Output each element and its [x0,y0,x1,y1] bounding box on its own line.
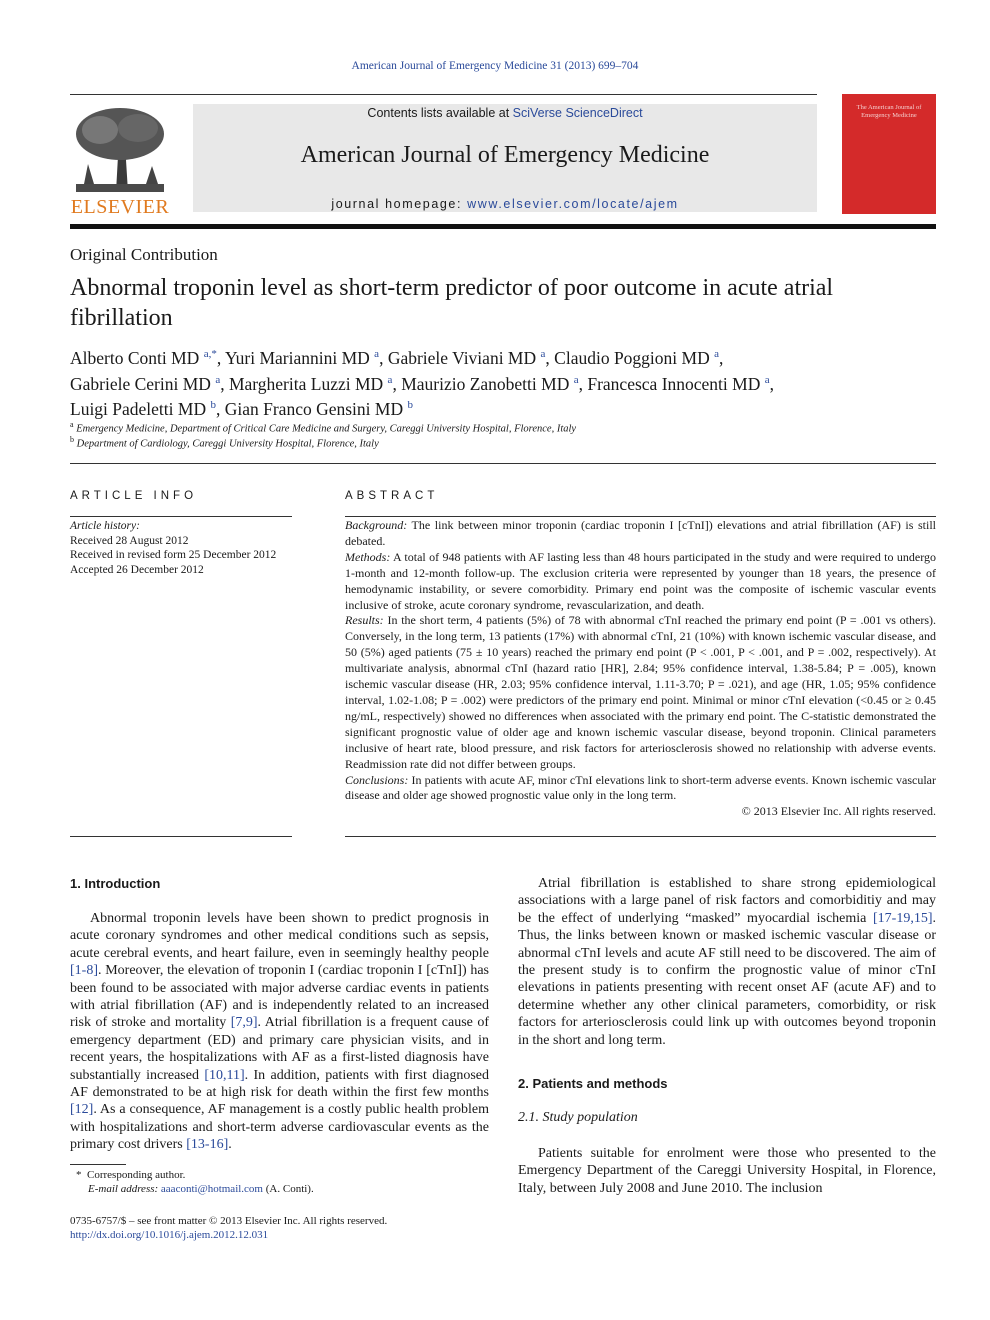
homepage-line [193,197,817,211]
author: Gian Franco Gensini MD $^b$ [224,399,413,420]
publisher-name: ELSEVIER [70,196,170,218]
abstract-bottom-rule [345,836,936,837]
masthead-divider [70,224,936,229]
article-title: Abnormal troponin level as short-term predictor of poor outcome in acute atrial fibrillation [70,275,834,331]
abstract-results: Results: In the short term, 4 patients (5%) of 78 with abnormal cTnI reached the primary end point (P = .001 vs others). Conversely, in the long term, 13 patients (17%) with abnormal cTnI, 21 (10%) with known ischemic vascular disease, and 50 (5%) aged patients (75 ± 10 years) reached the primary end point (P < .001, P < .001, and P = .002, respectively). At multivariate analysis, abnormal cTnI (hazard ratio [HR], 2.84; 95% confidence interval, 1.38-5.84; P = .005), known ischemic vascular disease (HR, 2.03; 95% confidence interval, 1.11-3.70; P = .021), and age (HR, 1.05; 95% confidence interval, 1.02-1.08; P = .002) were predictors of the primary end point. Minimal or minor cTnI elevation (<0.45 or ≥ 0.45 ng/mL, respectively) showed no differences when associated with the primary end point. The C-statistic demonstrated the significant prognostic value of older age and known ischemic vascular disease, beyond troponin. Clinical parameters inclusive of heart rate, blood pressure, and risk factors for arteriosclerosis showed no relationship with adverse events. Readmission rate did not differ between groups. [345,613,936,771]
introduction-heading: 1. Introduction [70,876,161,891]
reference-link[interactable]: [12] [70,1102,94,1118]
issn-line: 0735-6757/$ – see front matter © 2013 Elsevier Inc. All rights reserved. [70,1215,388,1227]
article-info-rule [70,516,292,517]
author: Yuri Mariannini MD $^a$, [224,347,388,368]
article-info-heading: ARTICLE INFO [70,490,198,502]
received-date: Received 28 August 2012 [70,534,189,547]
revised-date: Received in revised form 25 December 2012 [70,549,277,561]
author-list [70,343,930,420]
abstract-heading: ABSTRACT [345,490,439,502]
article-info-bottom-rule [70,836,292,837]
accepted-date: Accepted 26 December 2012 [70,563,204,576]
author: Claudio Poggioni MD $^a$, [554,347,724,368]
article-type: Original Contribution [70,245,218,264]
email-footnote: E-mail address: aaaconti@hotmail.com (A. Conti). [88,1183,314,1195]
abstract-body [345,518,936,820]
abstract-copyright: © 2013 Elsevier Inc. All rights reserved. [741,804,936,819]
corresponding-author-link[interactable]: * [211,348,217,360]
journal-title: American Journal of Emergency Medicine [300,142,710,168]
homepage-link[interactable]: www.elsevier.com/locate/ajem [467,197,679,211]
author: Luigi Padeletti MD $^b$, [70,399,225,420]
reference-link[interactable]: [17-19,15] [873,910,933,926]
email-link[interactable]: aaaconti@hotmail.com [160,1183,263,1195]
title-divider [70,463,936,464]
reference-link[interactable]: [13-16] [186,1137,229,1153]
introduction-text: Abnormal troponin levels have been shown to predict prognosis in acute coronary syndromes and other medical conditions such as sepsis, acute cerebral events, and heart failure, even in seemingly healthy people [1-8]. Moreover, the elevation of troponin I (cardiac troponin I [cTnI]) has been found to be associated with major adverse cardiac events in patients with atrial fibrillation (AF) and is independently related to an increased risk of stroke and mortality [7,9]. Atrial fibrillation is a frequent cause of emergency department (ED) and primary care physician visits, and in recent years, the hospitalizations with AF as a first-listed diagnosis have substantially increased [10,11]. In addition, patients with first diagnosed AF demonstrated to be at high risk for death within the first few months [12]. As a consequence, AF management is a costly public health problem with hospitalizations and short-term adverse cardiovascular events as the primary cost drivers [13-16]. [70,911,489,1153]
history-label: Article history: [70,520,140,532]
study-population-text: Patients suitable for enrolment were those who presented to the Emergency Department of the Careggi University Hospital, in Florence, Italy, between July 2008 and June 2010. The inclusion [518,1146,936,1196]
abstract-methods: Methods: A total of 948 patients with AF lasting less than 48 hours participated in the study and were required to undergo 1-month and 12-month follow-up. The exclusion criteria were represented by younger than 18 years, the presence of hemodynamic instability, or severe comorbidity. Primary end point was the composite of ischemic vascular events inclusive of stroke, acute coronary syndrome, revascularization, and death. [345,549,936,612]
methods-heading: 2. Patients and methods [518,1076,668,1091]
affiliation-b: $^b$ Department of Cardiology, Careggi University Hospital, Florence, Italy [70,435,379,450]
contents-line [193,106,817,120]
footnote-rule [70,1164,126,1165]
doi-link[interactable]: http://dx.doi.org/10.1016/j.ajem.2012.12.031 [70,1229,269,1241]
corresponding-footnote: * Corresponding author. [76,1169,186,1181]
abstract-conclusions: Conclusions: In patients with acute AF, minor cTnI elevations link to short-term adverse events. Known ischemic vascular disease and older age showed prognostic value only in the long term. [345,772,936,803]
author: Alberto Conti MD $^{a,*}$, [70,347,225,368]
header-rule [70,94,817,95]
journal-citation[interactable]: American Journal of Emergency Medicine 31 (2013) 699–704 [351,60,639,72]
study-population-heading: 2.1. Study population [518,1110,638,1125]
introduction-continued: Atrial fibrillation is established to share strong epidemiological associations with a large panel of risk factors and comorbiditiy and may be the effect of underlying “masked” myocardial ischemia [17-19,15]. Thus, the links between known or masked ischemic vascular disease or abnormal cTnI levels and acute AF still need to be discovered. The aim of the present study is to confirm the prognostic value of minor cTnI elevations in patients presenting with recent onset AF (acute AF) and to determine whether any other clinical parameters, comorbidity, or risk factors for arteriosclerosis could link up with outcomes beyond troponin in the short and long term. [518,876,936,1048]
contents-prefix: Contents lists available at [367,106,513,120]
abstract-background: Background: The link between minor troponin (cardiac troponin I [cTnI]) elevations and atrial fibrillation (AF) is still debated. [345,518,936,548]
article-history [70,519,292,577]
author: Francesca Innocenti MD $^a$, [587,373,774,394]
reference-link[interactable]: [10,11] [204,1067,245,1083]
author: Margherita Luzzi MD $^a$, [228,373,402,394]
author: Maurizio Zanobetti MD $^a$, [401,373,588,394]
affiliation-a: $^a$ Emergency Medicine, Department of Critical Care Medicine and Surgery, Careggi University Hospital, Florence, Italy [70,420,577,435]
reference-link[interactable]: [7,9] [230,1015,258,1031]
reference-link[interactable]: [1-8] [70,963,98,979]
sciencedirect-link[interactable]: SciVerse ScienceDirect [512,106,643,120]
abstract-rule [345,516,936,517]
cover-title: The American Journal of Emergency Medicine [856,104,922,119]
author: Gabriele Cerini MD $^a$, [70,373,229,394]
author: Gabriele Viviani MD $^a$, [387,347,555,368]
homepage-prefix: journal homepage: [331,197,468,211]
